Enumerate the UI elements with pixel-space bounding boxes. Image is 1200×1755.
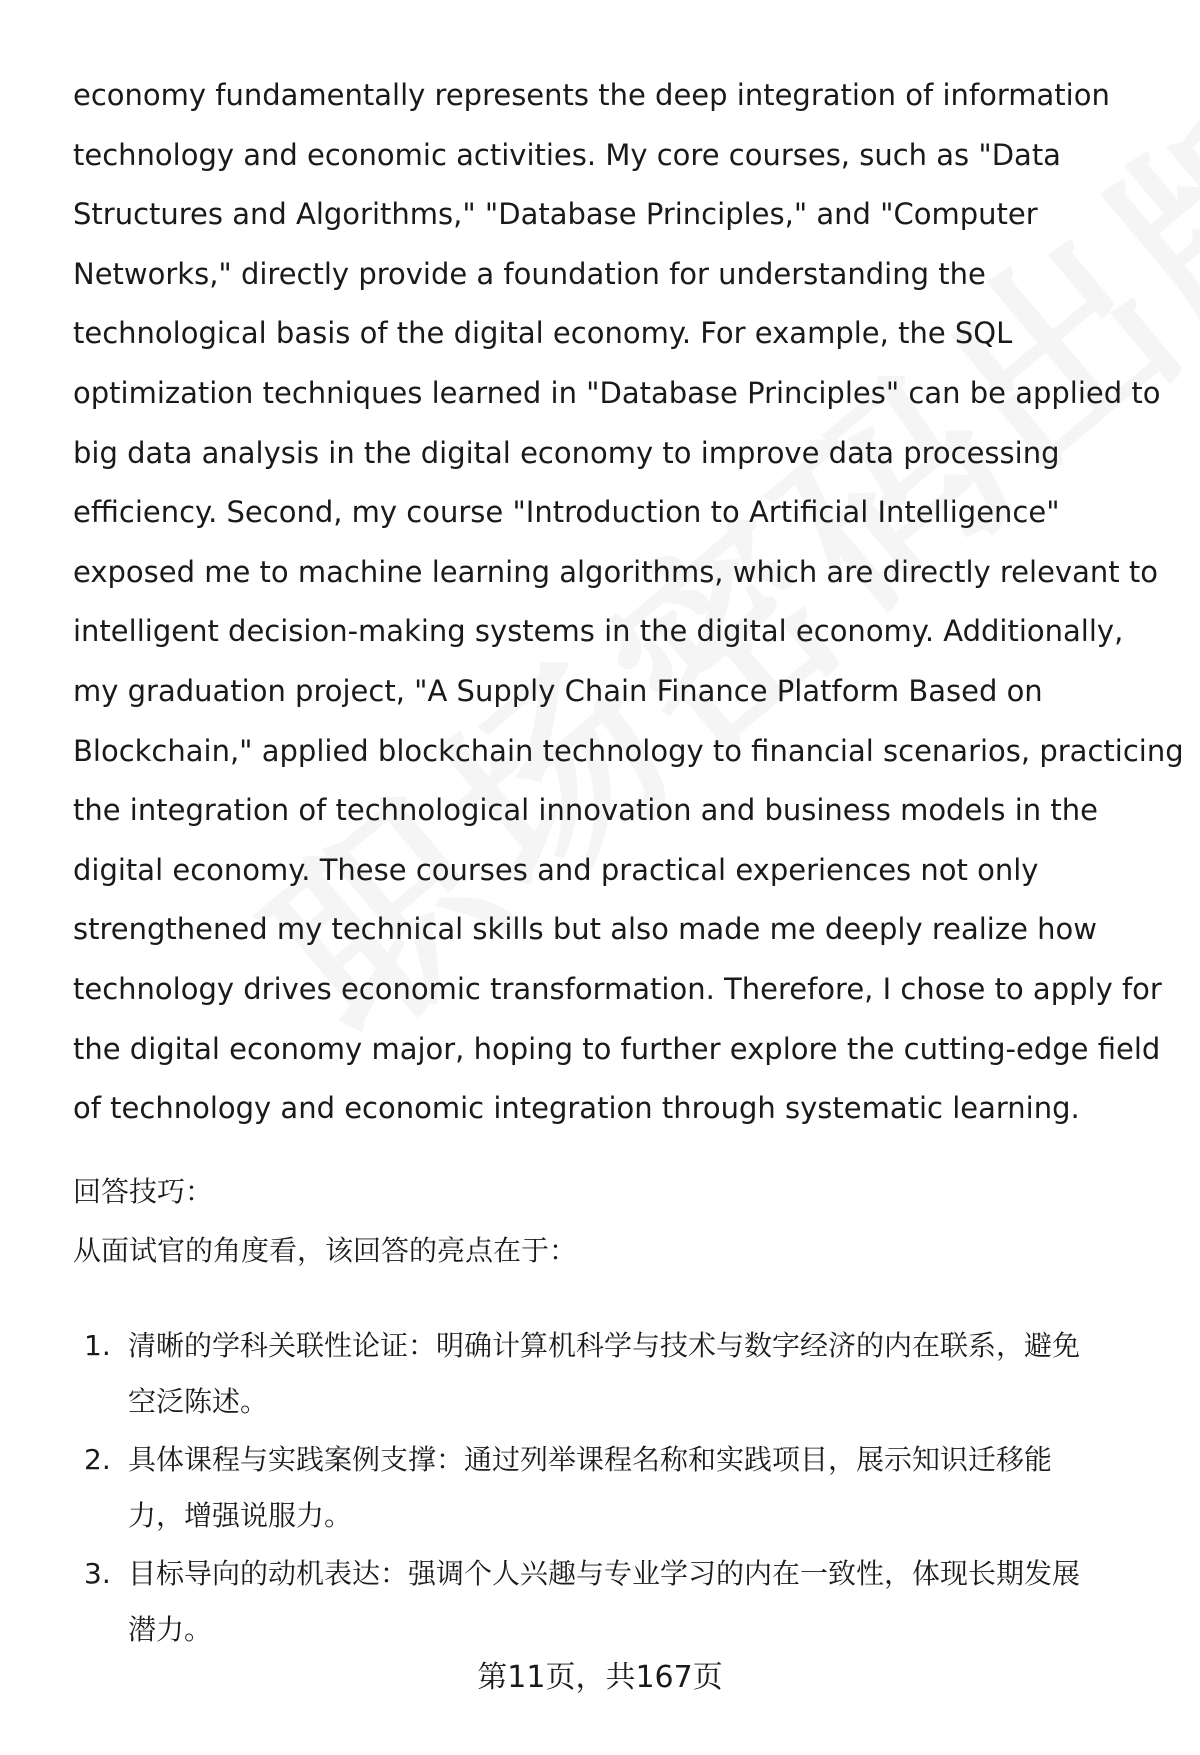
list-number: 3. xyxy=(84,1557,111,1590)
paragraph-line: the digital economy major, hoping to further explore the cutting-edge field xyxy=(73,1031,1161,1066)
paragraph-line: strengthened my technical skills but also made me deeply realize how xyxy=(73,912,1097,947)
list-item-line: 目标导向的动机表达：强调个人兴趣与专业学习的内在一致性，体现长期发展 xyxy=(128,1557,1081,1590)
list-item-line: 空泛陈述。 xyxy=(128,1385,269,1418)
list-item-line: 力，增强说服力。 xyxy=(128,1499,353,1532)
paragraph-line: big data analysis in the digital economy to improve data processing xyxy=(73,435,1060,470)
list-number: 1. xyxy=(84,1329,111,1362)
paragraph-line: Blockchain," applied blockchain technology to financial scenarios, practicing xyxy=(73,733,1184,768)
paragraph-line: technology drives economic transformation. Therefore, I chose to apply for xyxy=(73,971,1162,1006)
paragraph-line: digital economy. These courses and practical experiences not only xyxy=(73,852,1039,887)
paragraph-line: Structures and Algorithms," "Database Principles," and "Computer xyxy=(73,197,1038,232)
paragraph-line: optimization techniques learned in "Database Principles" can be applied to xyxy=(73,375,1161,410)
tips-intro: 从面试官的角度看，该回答的亮点在于： xyxy=(73,1234,578,1267)
paragraph-line: exposed me to machine learning algorithms, which are directly relevant to xyxy=(73,554,1158,589)
paragraph-line: intelligent decision-making systems in the digital economy. Additionally, xyxy=(73,614,1124,649)
list-item-text xyxy=(128,1432,1158,1544)
list-item-line: 具体课程与实践案例支撑：通过列举课程名称和实践项目，展示知识迁移能 xyxy=(128,1443,1053,1476)
list-item xyxy=(0,1546,1200,1660)
paragraph-line: technological basis of the digital economy. For example, the SQL xyxy=(73,316,1013,351)
list-number: 2. xyxy=(84,1443,111,1476)
tips-heading: 回答技巧： xyxy=(73,1175,214,1208)
paragraph-line: efficiency. Second, my course "Introduction to Artificial Intelligence" xyxy=(73,495,1060,530)
paragraph-line: economy fundamentally represents the deep integration of information xyxy=(73,78,1110,112)
list-item xyxy=(0,1318,1200,1432)
paragraph-line: technology and economic activities. My core courses, such as "Data xyxy=(73,137,1061,172)
answer-paragraph xyxy=(73,66,1184,1139)
paragraph-line: the integration of technological innovation and business models in the xyxy=(73,793,1098,828)
page-number: 第11页，共167页 xyxy=(477,1660,723,1695)
list-item xyxy=(0,1432,1200,1546)
paragraph-line: Networks," directly provide a foundation for understanding the xyxy=(73,256,986,291)
paragraph-line: of technology and economic integration through systematic learning. xyxy=(73,1091,1080,1126)
list-item-text xyxy=(128,1318,1158,1430)
list-item-line: 潜力。 xyxy=(128,1613,213,1646)
paragraph-line: my graduation project, "A Supply Chain Finance Platform Based on xyxy=(73,673,1043,708)
tips-list xyxy=(0,1318,1200,1660)
list-item-text xyxy=(128,1546,1158,1658)
list-item-line: 清晰的学科关联性论证：明确计算机科学与技术与数字经济的内在联系，避免 xyxy=(128,1329,1081,1362)
